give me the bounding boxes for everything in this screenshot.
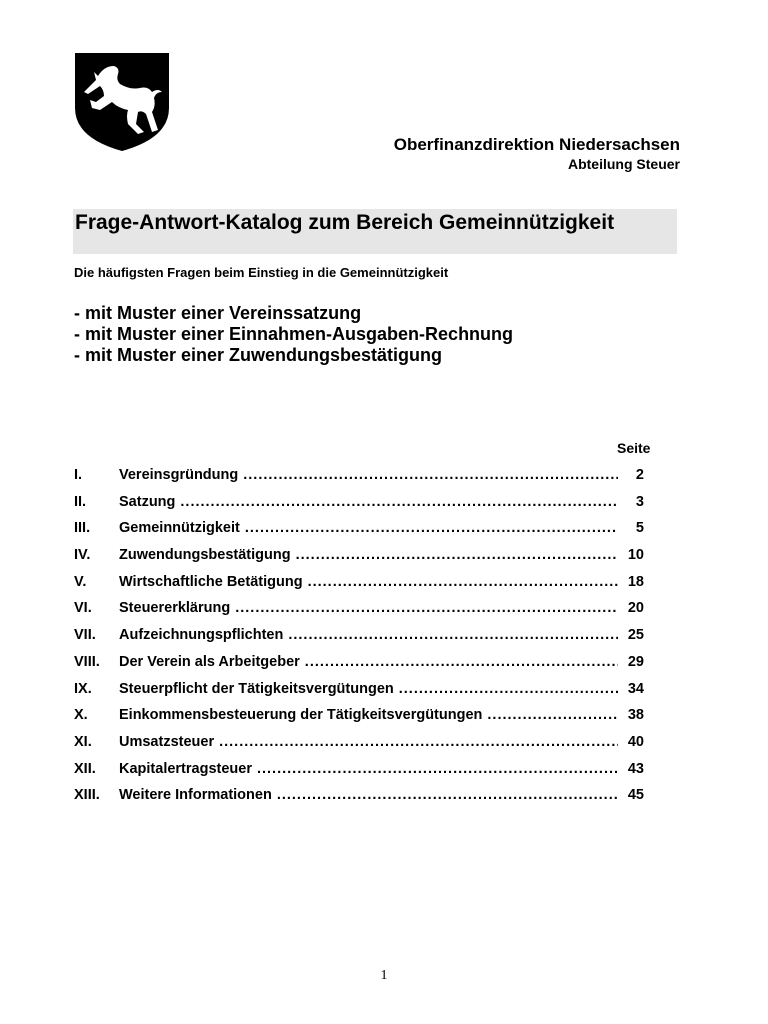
toc-page-column-header: Seite <box>617 440 651 456</box>
toc-entry-title: Umsatzsteuer <box>119 733 215 750</box>
toc-entry <box>74 729 644 756</box>
toc-entry <box>74 782 644 809</box>
toc-entry-title: Steuerpflicht der Tätigkeitsvergütungen <box>119 680 394 697</box>
toc-entry <box>74 542 644 569</box>
document-title: Frage-Antwort-Katalog zum Bereich Gemeinnützigkeit <box>75 211 615 234</box>
toc-entry-title: Satzung <box>119 493 176 510</box>
toc-entry-number: VII. <box>74 627 96 644</box>
toc-leader-dots <box>257 756 618 783</box>
toc-leader-dots <box>277 782 618 809</box>
toc-entry <box>74 515 644 542</box>
toc-entry-number: I. <box>74 467 83 483</box>
toc-leader-dots <box>245 515 618 542</box>
lower-saxony-horse-crest-icon <box>74 52 170 152</box>
toc-entry <box>74 595 644 622</box>
toc-entry <box>74 702 644 729</box>
toc-leader-dots <box>180 489 618 516</box>
toc-entry-page: 10 <box>627 547 644 564</box>
toc-leader-dots <box>243 462 618 489</box>
toc-entry-title: Weitere Informationen <box>119 787 272 804</box>
feature-item: - mit Muster einer Einnahmen-Ausgaben-Rechnung <box>74 324 514 344</box>
toc-entry-number: VI. <box>74 600 92 617</box>
toc-leader-dots <box>399 676 618 703</box>
toc-entry-page: 29 <box>627 653 644 670</box>
toc-entry <box>74 622 644 649</box>
toc-leader-dots <box>487 702 618 729</box>
toc-leader-dots <box>305 649 618 676</box>
toc-entry-page: 20 <box>627 600 644 617</box>
toc-entry-number: IV. <box>74 547 91 564</box>
toc-entry-title: Der Verein als Arbeitgeber <box>119 653 300 670</box>
toc-entry-number: XIII. <box>74 787 100 804</box>
toc-entry-number: XII. <box>74 760 96 777</box>
toc-entry-page: 25 <box>627 627 644 644</box>
toc-entry-page: 40 <box>627 733 644 750</box>
toc-entry-page: 18 <box>627 573 644 590</box>
toc-entry-title: Aufzeichnungspflichten <box>119 627 284 644</box>
toc-entry-number: III. <box>74 520 91 537</box>
page-number: 1 <box>380 968 388 983</box>
toc-entry-page: 43 <box>627 760 644 777</box>
feature-item: - mit Muster einer Vereinssatzung <box>74 303 362 323</box>
toc-entry-page: 34 <box>627 680 644 697</box>
toc-entry-page: 3 <box>635 493 644 510</box>
toc-entry-number: IX. <box>74 680 92 697</box>
toc-entry-title: Kapitalertragsteuer <box>119 760 252 777</box>
toc-leader-dots <box>235 595 618 622</box>
toc-entry-page: 38 <box>627 707 644 724</box>
toc-entry-number: V. <box>74 573 87 590</box>
toc-leader-dots <box>296 542 618 569</box>
toc-entry <box>74 569 644 596</box>
department-name: Abteilung Steuer <box>567 156 680 172</box>
toc-leader-dots <box>308 569 618 596</box>
toc-entry-page: 5 <box>635 520 644 537</box>
table-of-contents <box>74 462 644 809</box>
toc-entry-page: 2 <box>635 467 644 483</box>
intro-text: Die häufigsten Fragen beim Einstieg in die Gemeinnützigkeit <box>74 265 449 280</box>
toc-entry <box>74 489 644 516</box>
toc-entry <box>74 756 644 783</box>
toc-entry-page: 45 <box>627 787 644 804</box>
toc-entry-number: XI. <box>74 733 92 750</box>
toc-leader-dots <box>219 729 618 756</box>
toc-entry-title: Gemeinnützigkeit <box>119 520 240 537</box>
title-banner <box>73 209 677 254</box>
toc-entry-number: II. <box>74 493 87 510</box>
toc-entry <box>74 462 644 489</box>
toc-entry-title: Zuwendungsbestätigung <box>119 547 291 564</box>
feature-item: - mit Muster einer Zuwendungsbestätigung <box>74 345 443 365</box>
toc-entry <box>74 676 644 703</box>
feature-list <box>74 303 513 366</box>
toc-entry-number: VIII. <box>74 653 100 670</box>
toc-entry-title: Steuererklärung <box>119 600 231 617</box>
toc-entry-title: Vereinsgründung <box>119 467 239 483</box>
toc-leader-dots <box>288 622 618 649</box>
toc-entry-title: Wirtschaftliche Betätigung <box>119 573 303 590</box>
toc-entry-title: Einkommensbesteuerung der Tätigkeitsvergütungen <box>119 707 483 724</box>
toc-entry-number: X. <box>74 707 88 724</box>
authority-name: Oberfinanzdirektion Niedersachsen <box>393 135 680 154</box>
toc-entry <box>74 649 644 676</box>
issuing-authority <box>394 134 680 173</box>
